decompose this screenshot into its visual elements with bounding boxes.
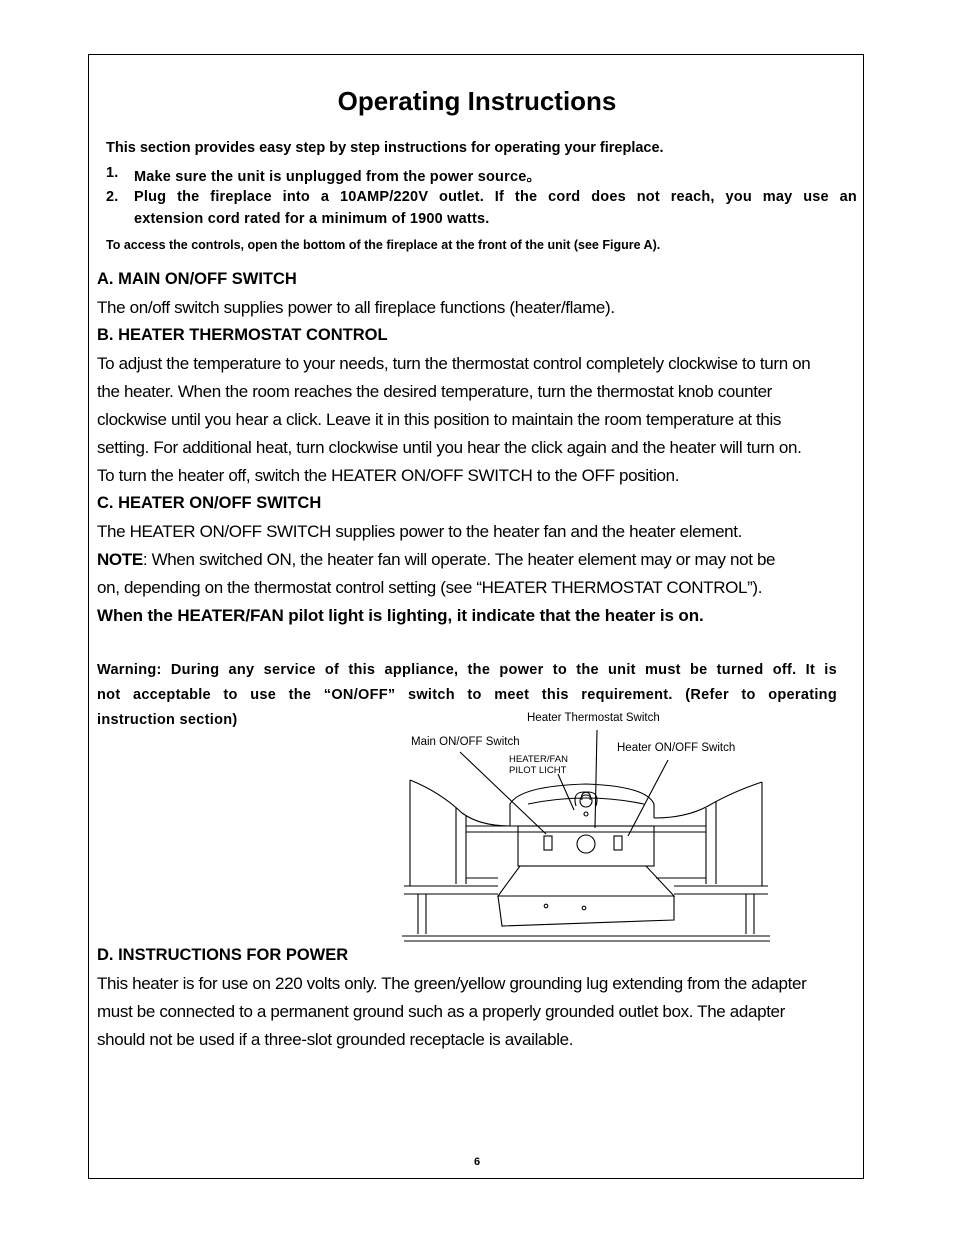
section-d-heading: D. INSTRUCTIONS FOR POWER bbox=[97, 946, 349, 964]
intro-text: This section provides easy step by step instructions for operating your fireplace. bbox=[106, 140, 664, 156]
section-c-line: The HEATER ON/OFF SWITCH supplies power to the heater fan and the heater element. bbox=[97, 522, 743, 541]
label-pilot-line: HEATER/FAN bbox=[509, 754, 568, 765]
section-c-heading: C. HEATER ON/OFF SWITCH bbox=[97, 494, 322, 512]
label-heater-thermostat-switch: Heater Thermostat Switch bbox=[527, 712, 660, 724]
section-b-line: clockwise until you hear a click. Leave it in this position to maintain the room temperature at this bbox=[97, 410, 782, 429]
section-d-line: must be connected to a permanent ground such as a properly grounded outlet box. The adapter bbox=[97, 1002, 785, 1021]
section-c-line: on, depending on the thermostat control setting (see “HEATER THERMOSTAT CONTROL”). bbox=[97, 578, 763, 597]
section-b-line: To adjust the temperature to your needs, turn the thermostat control completely clockwise to turn on bbox=[97, 354, 811, 373]
page-number: 6 bbox=[473, 1156, 481, 1168]
control-panel-figure bbox=[400, 708, 772, 946]
section-b-line: setting. For additional heat, turn clockwise until you hear the click again and the heater will turn on. bbox=[97, 438, 802, 457]
page-title: Operating Instructions bbox=[337, 86, 617, 116]
label-pilot-line: PILOT LICHT bbox=[509, 765, 567, 776]
step-2 bbox=[106, 189, 857, 227]
access-note: To access the controls, open the bottom of the fireplace at the front of the unit (see Figure A). bbox=[106, 238, 661, 252]
section-d-body bbox=[97, 970, 859, 1054]
warning-line: instruction section) bbox=[97, 712, 238, 728]
section-c-note bbox=[97, 546, 859, 574]
section-c-bold-line: When the HEATER/FAN pilot light is lighting, it indicate that the heater is on. bbox=[97, 606, 704, 625]
section-b-heading: B. HEATER THERMOSTAT CONTROL bbox=[97, 326, 388, 344]
warning-line: Warning: During any service of this appliance, the power to the unit must be turned off. It is bbox=[97, 662, 837, 678]
step-1-number: 1. bbox=[106, 165, 119, 181]
label-pilot-light bbox=[509, 754, 568, 776]
label-heater-onoff-switch: Heater ON/OFF Switch bbox=[617, 742, 736, 754]
step-2-line-1: Plug the fireplace into a 10AMP/220V outlet. If the cord does not reach, you may use an bbox=[134, 189, 857, 205]
section-d-line: This heater is for use on 220 volts only. The green/yellow grounding lug extending from the adapter bbox=[97, 974, 807, 993]
section-a-heading: A. MAIN ON/OFF SWITCH bbox=[97, 270, 297, 288]
note-text: : When switched ON, the heater fan will operate. The heater element may or may not be bbox=[142, 550, 776, 569]
section-b-body bbox=[97, 350, 859, 490]
section-b-line: To turn the heater off, switch the HEATER ON/OFF SWITCH to the OFF position. bbox=[97, 466, 680, 485]
step-1-text: Make sure the unit is unplugged from the power source。 bbox=[134, 169, 542, 185]
section-d-line: should not be used if a three-slot grounded receptacle is available. bbox=[97, 1030, 574, 1049]
section-c-body bbox=[97, 518, 859, 630]
section-a-text: The on/off switch supplies power to all fireplace functions (heater/flame). bbox=[97, 298, 615, 317]
step-2-line-2: extension cord rated for a minimum of 1900 watts. bbox=[134, 211, 490, 227]
warning-line: not acceptable to use the “ON/OFF” switch to meet this requirement. (Refer to operating bbox=[97, 687, 837, 703]
step-2-number: 2. bbox=[106, 189, 119, 205]
section-b-line: the heater. When the room reaches the desired temperature, turn the thermostat knob counter bbox=[97, 382, 772, 401]
note-label: NOTE bbox=[97, 550, 143, 569]
label-main-switch: Main ON/OFF Switch bbox=[411, 736, 520, 748]
